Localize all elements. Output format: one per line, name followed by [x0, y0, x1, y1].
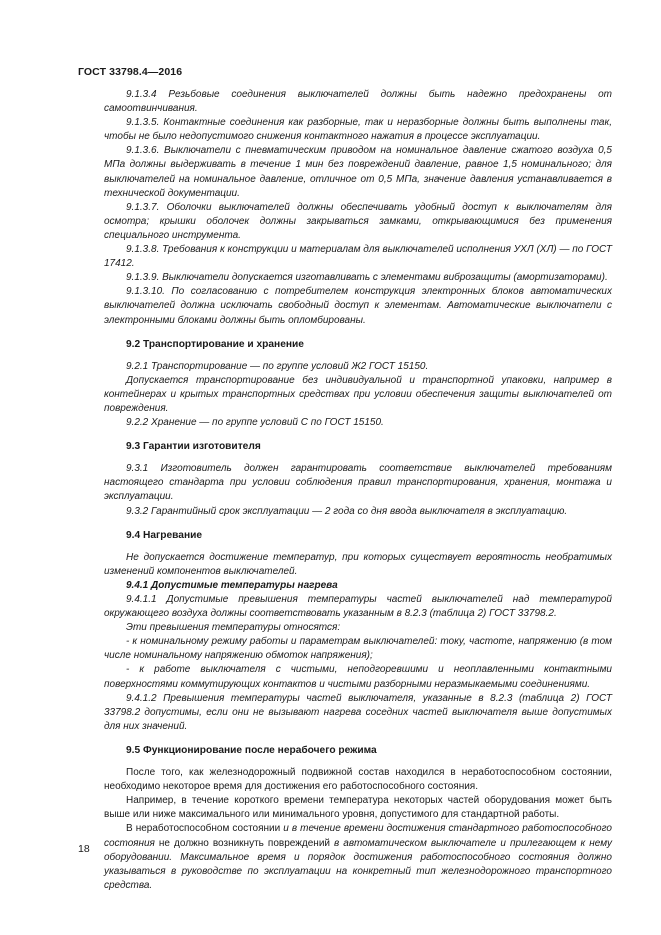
- section-heading-9-2: 9.2 Транспортирование и хранение: [126, 338, 304, 350]
- document-header: ГОСТ 33798.4—2016: [78, 66, 183, 78]
- paragraph-example: Например, в течение короткого времени температура некоторых частей оборудования может быть выше или ниже максимального или минимального уровня, допустимого для стандартной работы.: [104, 795, 612, 821]
- paragraph-heating-intro: Не допускается достижение температур, при которых существует вероятность необратимых изменений компонентов выключателей.: [104, 551, 612, 577]
- paragraph-9-4-1-2: 9.4.1.2 Превышения температуры частей выключателя, указанные в 8.2.3 (таблица 2) ГОСТ 33798.2 допустимы, если они не вызывают нагрева соседних частей выключателя выше допустимых для них значений.: [104, 692, 612, 732]
- paragraph-9-1-3-7: 9.1.3.7. Оболочки выключателей должны обеспечивать удобный доступ к выключателям для осмотра; крышки оболочек должны закрываться замками, открывающимися без применения специального инструмента.: [104, 201, 612, 241]
- text-run-italic-2: в автоматическом выключателе и прилегающем к нему оборудовании. Максимальное время и порядок достижения работоспособного состояния должно указываться в руководстве по эксплуатации на конкретный тип железнодорожного транспортного средства.: [104, 837, 612, 891]
- section-heading-9-3: 9.3 Гарантии изготовителя: [126, 441, 261, 453]
- paragraph-9-3-1: 9.3.1 Изготовитель должен гарантировать соответствие выключателей требованиям настоящего стандарта при условии соблюдения правил транспортирования, хранения, монтажа и эксплуатации.: [104, 463, 612, 503]
- subsection-heading-9-4-1: 9.4.1 Допустимые температуры нагрева: [126, 579, 338, 591]
- section-heading-9-5: 9.5 Функционирование после нерабочего режима: [126, 744, 377, 756]
- paragraph-9-3-2: 9.3.2 Гарантийный срок эксплуатации — 2 года со дня ввода выключателя в эксплуатацию.: [126, 505, 568, 517]
- paragraph-9-1-3-8: 9.1.3.8. Требования к конструкции и материалам для выключателей исполнения УХЛ (ХЛ) — по ГОСТ 17412.: [104, 244, 612, 270]
- paragraph-9-4-1-1: 9.4.1.1 Допустимые превышения температуры частей выключателей над температурой окружающего воздуха должны соответствовать указанным в 8.2.3 (таблица 2) ГОСТ 33798.2.: [104, 594, 612, 620]
- paragraph-9-2-1: 9.2.1 Транспортирование — по группе условий Ж2 ГОСТ 15150.: [126, 360, 429, 372]
- list-item-clean-contacts: - к работе выключателя с чистыми, неподгоревшими и неоплавленными контактными поверхностями коммутирующих контактов и чистыми разборными неразмыкаемыми соединениями.: [104, 664, 612, 690]
- paragraph-9-1-3-5: 9.1.3.5. Контактные соединения как разборные, так и неразборные должны быть выполнены так, чтобы не было недопустимого снижения контактного нажатия в процессе эксплуатации.: [104, 117, 612, 143]
- section-heading-9-4: 9.4 Нагревание: [126, 529, 203, 541]
- text-run-italic: и в течение времени достижения стандартного работоспособного состояния: [104, 823, 612, 849]
- paragraph-9-1-3-6: 9.1.3.6. Выключатели с пневматическим приводом на номинальное давление сжатого воздуха 0,5 МПа должны выдерживать в течение 1 мин без повреждений давление, равное 1,5 номинального; для выключателей на номинальное давление, отличное от 0,5 МПа, значение давления устанавливается в технической документации.: [104, 145, 612, 199]
- paragraph-after-idle: После того, как железнодорожный подвижной состав находился в неработоспособном состоянии, необходимо некоторое время для достижения его работоспособного состояния.: [104, 767, 612, 793]
- paragraph-exceedances-intro: Эти превышения температуры относятся:: [126, 622, 341, 634]
- paragraph-idle-state: [104, 822, 612, 892]
- paragraph-9-1-3-9: 9.1.3.9. Выключатели допускается изготавливать с элементами виброзащиты (амортизаторами).: [126, 272, 608, 284]
- paragraph-9-1-3-10: 9.1.3.10. По согласованию с потребителем конструкция электронных блоков автоматических выключателей должна исключать свободный доступ к элементам. Автоматические выключатели с электронными блоками должны быть опломбированы.: [104, 286, 612, 326]
- paragraph-9-1-3-4: 9.1.3.4 Резьбовые соединения выключателей должны быть надежно предохранены от самоотвинчивания.: [104, 89, 612, 115]
- page-number: 18: [78, 843, 90, 855]
- paragraph-transport-note: Допускается транспортирование без индивидуальной и транспортной упаковки, например в контейнерах и крытых транспортных средствах при условии обеспечения защиты выключателей от повреждения.: [104, 374, 612, 414]
- list-item-nominal-mode: - к номинальному режиму работы и параметрам выключателей: току, частоте, напряжению (в том числе номинальному напряжению обмоток напряжения);: [104, 636, 612, 662]
- page-content: [104, 88, 612, 893]
- text-run-plain-2: не должно возникнуть повреждений: [154, 837, 335, 849]
- text-run-plain: В неработоспособном состоянии: [126, 823, 284, 835]
- paragraph-9-2-2: 9.2.2 Хранение — по группе условий С по ГОСТ 15150.: [126, 417, 384, 429]
